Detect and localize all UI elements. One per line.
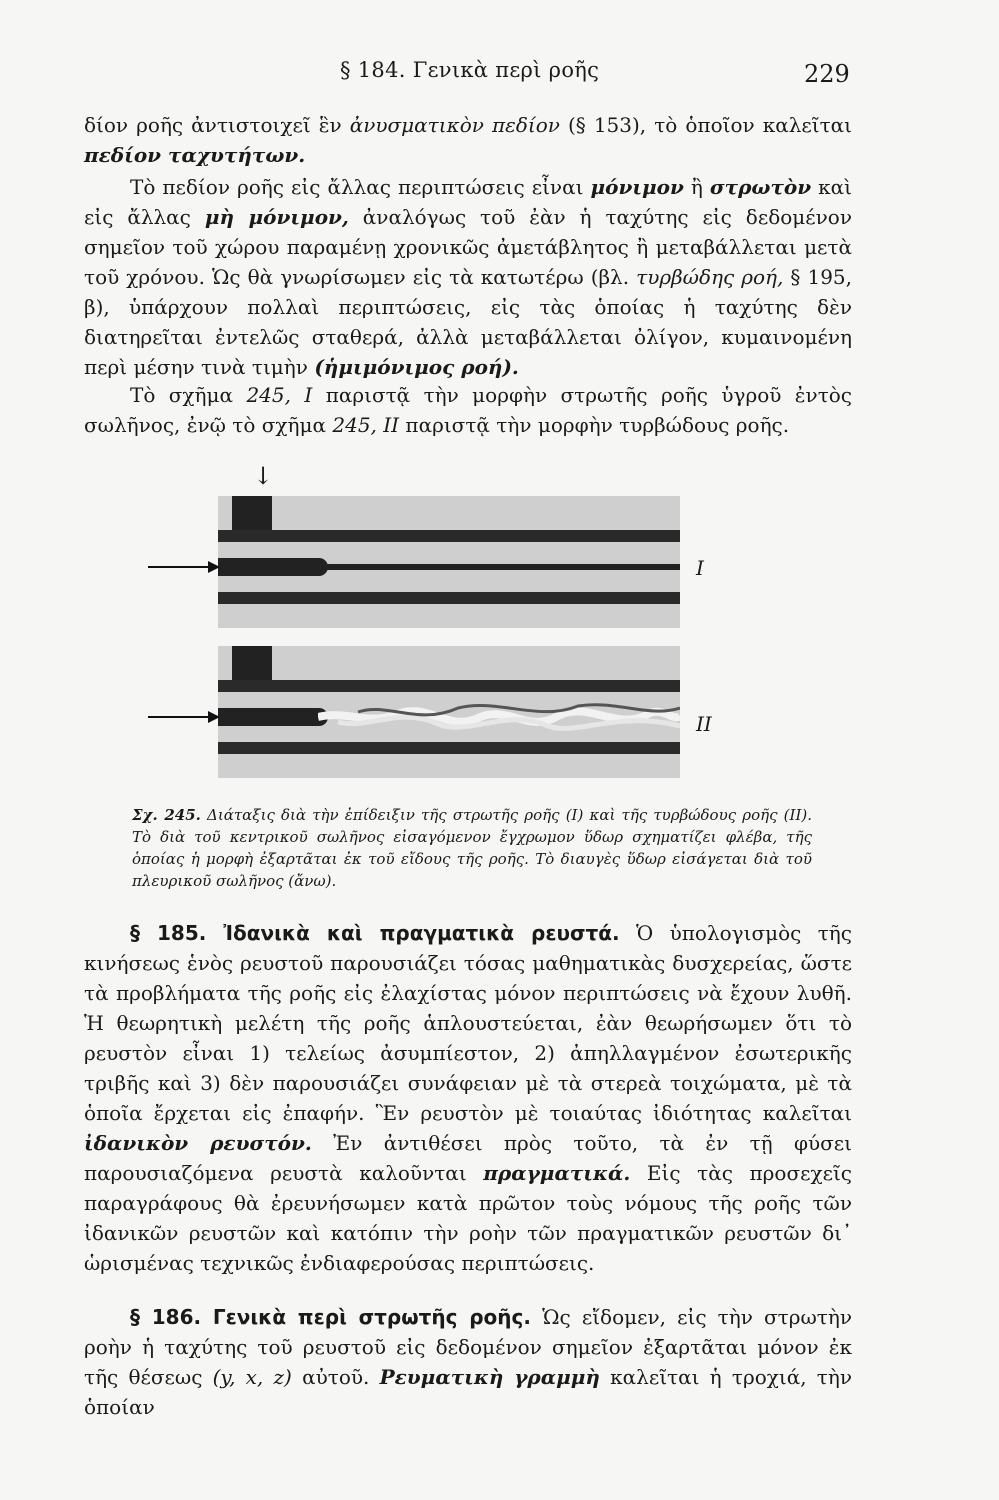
inflow-arrow-icon xyxy=(148,566,218,568)
label-laminar: I xyxy=(696,556,704,580)
paragraph-velocity-field: δίον ροῆς ἀντιστοιχεῖ ἓν ἀνυσματικὸν πεδίον (§ 153), τὸ ὁποῖον καλεῖται πεδίον ταχυτήτων. xyxy=(84,113,852,167)
paragraph-steady-flow: Τὸ πεδίον ροῆς εἰς ἄλλας περιπτώσεις εἶναι μόνιμον ἢ στρωτὸν καὶ εἰς ἄλλας μὴ μόνιμον, ἀναλόγως τοῦ ἐὰν ἡ ταχύτης εἰς δεδομένον σημεῖον τοῦ χώρου παραμένῃ χρονικῶς ἀμετάβλητος ἢ μεταβάλλεται μετὰ τοῦ χρόνου. Ὡς θὰ γνωρίσωμεν εἰς τὰ κατωτέρω (βλ. τυρβώδης ροή, § 195, β), ὑπάρχουν πολλαὶ περιπτώσεις, εἰς τὰς ὁποίας ἡ ταχύτης δὲν διατηρεῖται ἐντελῶς σταθερά, ἀλλὰ μεταβάλλεται ὀλίγον, κυμαινομένη περὶ μέσην τινὰ τιμὴν (ἡμιμόνιμος ροή). xyxy=(84,175,852,379)
inflow-arrow-icon xyxy=(148,716,218,718)
figure-245 xyxy=(140,460,800,790)
section-heading: § 185. Ἰδανικὰ καὶ πραγματικὰ ρευστά. xyxy=(130,921,620,945)
paragraph-figure-reference: Τὸ σχῆμα 245, I παριστᾷ τὴν μορφὴν στρωτῆς ροῆς ὑγροῦ ἐντὸς σωλῆνος, ἐνῷ τὸ σχῆμα 245, II παριστᾷ τὴν μορφὴν τυρβώδους ροῆς. xyxy=(84,383,853,437)
label-turbulent: II xyxy=(696,712,712,736)
down-arrow-icon: ↓ xyxy=(253,462,274,490)
tube-wall-bottom xyxy=(218,592,680,604)
central-tube xyxy=(218,708,328,726)
figure-caption: Σχ. 245. Διάταξις διὰ τὴν ἐπίδειξιν τῆς στρωτῆς ροῆς (I) καὶ τῆς τυρβώδους ροῆς (II). Τὸ διὰ τοῦ κεντρικοῦ σωλῆνος εἰσαγόμενον ἔγχρωμον ὕδωρ σχηματίζει φλέβα, τῆς ὁποίας ἡ μορφὴ ἐξαρτᾶται ἐκ τοῦ εἴδους τῆς ροῆς. Τὸ διαυγὲς ὕδωρ εἰσάγεται διὰ τοῦ πλευρικοῦ σωλῆνος (ἄνω). xyxy=(132,806,812,890)
section-185: § 185. Ἰδανικὰ καὶ πραγματικὰ ρευστά. Ὁ ὑπολογισμὸς τῆς κινήσεως ἑνὸς ρευστοῦ παρουσιάζει τόσας μαθηματικὰς δυσχερείας, ὥστε τὰ προβλήματα τῆς ροῆς εἰς ἐλαχίστας μόνον περιπτώσεις νὰ ἔχουν λυθῆ. Ἡ θεωρητικὴ μελέτη τῆς ροῆς ἁπλουστεύεται, ἐὰν θεωρήσωμεν ὅτι τὸ ρευστὸν εἶναι 1) τελείως ἀσυμπίεστον, 2) ἀπηλλαγμένον ἐσωτερικῆς τριβῆς καὶ 3) δὲν παρουσιάζει συνάφειαν μὲ τὰ στερεὰ τοιχώματα, μὲ τὰ ὁποῖα ἔρχεται εἰς ἐπαφήν. Ἓν ρευστὸν μὲ τοιαύτας ἰδιότητας καλεῖται ἰδανικὸν ρευστόν. Ἐν ἀντιθέσει πρὸς τοῦτο, τὰ ἐν τῇ φύσει παρουσιαζόμενα ρευστὰ καλοῦνται πραγματικά. Εἰς τὰς προσεχεῖς παραγράφους θὰ ἐρευνήσωμεν κατὰ πρῶτον τοὺς νόμους τῆς ροῆς τῶν ἰδανικῶν ρευστῶν καὶ κατόπιν τὴν ροὴν τῶν πραγματικῶν ρευστῶν δι᾽ ὡρισμένας τεχνικῶς ἐνδιαφερούσας περιπτώσεις. xyxy=(84,921,852,1275)
turbulent-dye-plume xyxy=(318,696,680,742)
section-heading: § 186. Γενικὰ περὶ στρωτῆς ροῆς. xyxy=(130,1305,531,1329)
turbulent-flow-photo xyxy=(218,646,680,778)
page-header xyxy=(0,56,999,96)
tube-wall-top xyxy=(218,530,680,542)
page-number: 229 xyxy=(804,60,850,88)
dye-streak xyxy=(318,564,680,570)
tube-wall-bottom xyxy=(218,742,680,754)
tube-wall-top xyxy=(218,680,680,692)
running-title: § 184. Γενικὰ περὶ ροῆς xyxy=(340,58,600,82)
laminar-flow-photo xyxy=(218,496,680,628)
central-tube xyxy=(218,558,328,576)
section-186: § 186. Γενικὰ περὶ στρωτῆς ροῆς. Ὡς εἴδομεν, εἰς τὴν στρωτὴν ροὴν ἡ ταχύτης τοῦ ρευστοῦ εἰς δεδομένον σημεῖον ἐξαρτᾶται μόνον ἐκ τῆς θέσεως (y, x, z) αὐτοῦ. Ρευματικὴ γραμμὴ καλεῖται ἡ τροχιά, τὴν ὁποίαν xyxy=(84,1305,853,1419)
